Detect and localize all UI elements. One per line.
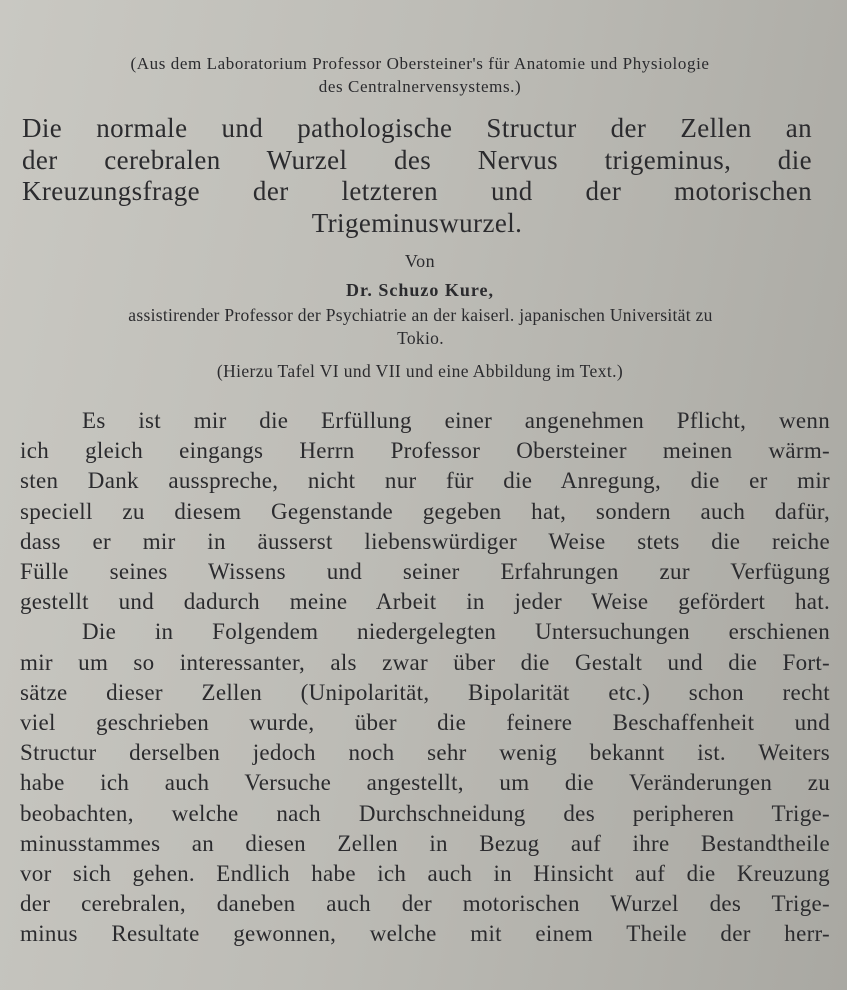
body-line: ich gleich eingangs Herrn Professor Obersteiner meinen wärm- (20, 438, 830, 464)
affiliation-line-2: Tokio. (397, 328, 444, 348)
affiliation-line-1: assistirender Professor der Psychiatrie an der kaiserl. japanischen Universität zu (128, 305, 713, 325)
body-line: dass er mir in äusserst liebenswürdiger Weise stets die reiche (20, 528, 830, 554)
byline-von: Von (404, 251, 436, 271)
body-line: der cerebralen, daneben auch der motorischen Wurzel des Trige- (20, 891, 830, 917)
title-line-2: der cerebralen Wurzel des Nervus trigeminus, die (22, 144, 812, 175)
body-line: beobachten, welche nach Durchschneidung des peripheren Trige- (20, 800, 830, 826)
laboratory-note (20, 52, 820, 98)
body-line: minus Resultate gewonnen, welche mit einem Theile der herr- (20, 921, 830, 947)
body-text (20, 406, 830, 950)
title-line-4: Trigeminuswurzel. (311, 207, 523, 238)
body-line: mir um so interessanter, als zwar über die Gestalt und die Fort- (20, 649, 830, 675)
body-line: Die in Folgendem niedergelegten Untersuchungen erschienen (82, 619, 830, 645)
body-line: speciell zu diesem Gegenstande gegeben hat, sondern auch dafür, (20, 498, 830, 524)
title-line-3: Kreuzungsfrage der letzteren und der motorischen (22, 176, 812, 206)
article-title (22, 113, 812, 239)
body-line: vor sich gehen. Endlich habe ich auch in Hinsicht auf die Kreuzung (20, 861, 830, 887)
body-line: Structur derselben jedoch noch sehr wenig bekannt ist. Weiters (20, 740, 830, 766)
body-line: sten Dank ausspreche, nicht nur für die Anregung, die er mir (20, 468, 830, 494)
body-line: Es ist mir die Erfüllung einer angenehmen Pflicht, wenn (82, 408, 830, 433)
author-name: Dr. Schuzo Kure, (345, 280, 494, 300)
title-line-1: Die normale und pathologische Structur der Zellen an (22, 113, 812, 143)
body-line: minusstammes an diesen Zellen in Bezug auf ihre Bestandtheile (20, 830, 830, 856)
body-line: sätze dieser Zellen (Unipolarität, Bipolarität etc.) schon recht (20, 679, 830, 705)
author-affiliation (18, 304, 823, 350)
body-line: habe ich auch Versuche angestellt, um die Veränderungen zu (20, 770, 830, 796)
body-line: gestellt und dadurch meine Arbeit in jeder Weise gefördert hat. (20, 589, 830, 615)
laboratory-note-line-2: des Centralnervensystems.) (318, 77, 522, 96)
plates-note: (Hierzu Tafel VI und VII und eine Abbildung im Text.) (216, 361, 624, 381)
laboratory-note-line-1: (Aus dem Laboratorium Professor Obersteiner's für Anatomie und Physiologie (130, 54, 710, 73)
body-line: viel geschrieben wurde, über die feinere Beschaffenheit und (20, 710, 830, 736)
body-line: Fülle seines Wissens und seiner Erfahrungen zur Verfügung (20, 559, 830, 585)
